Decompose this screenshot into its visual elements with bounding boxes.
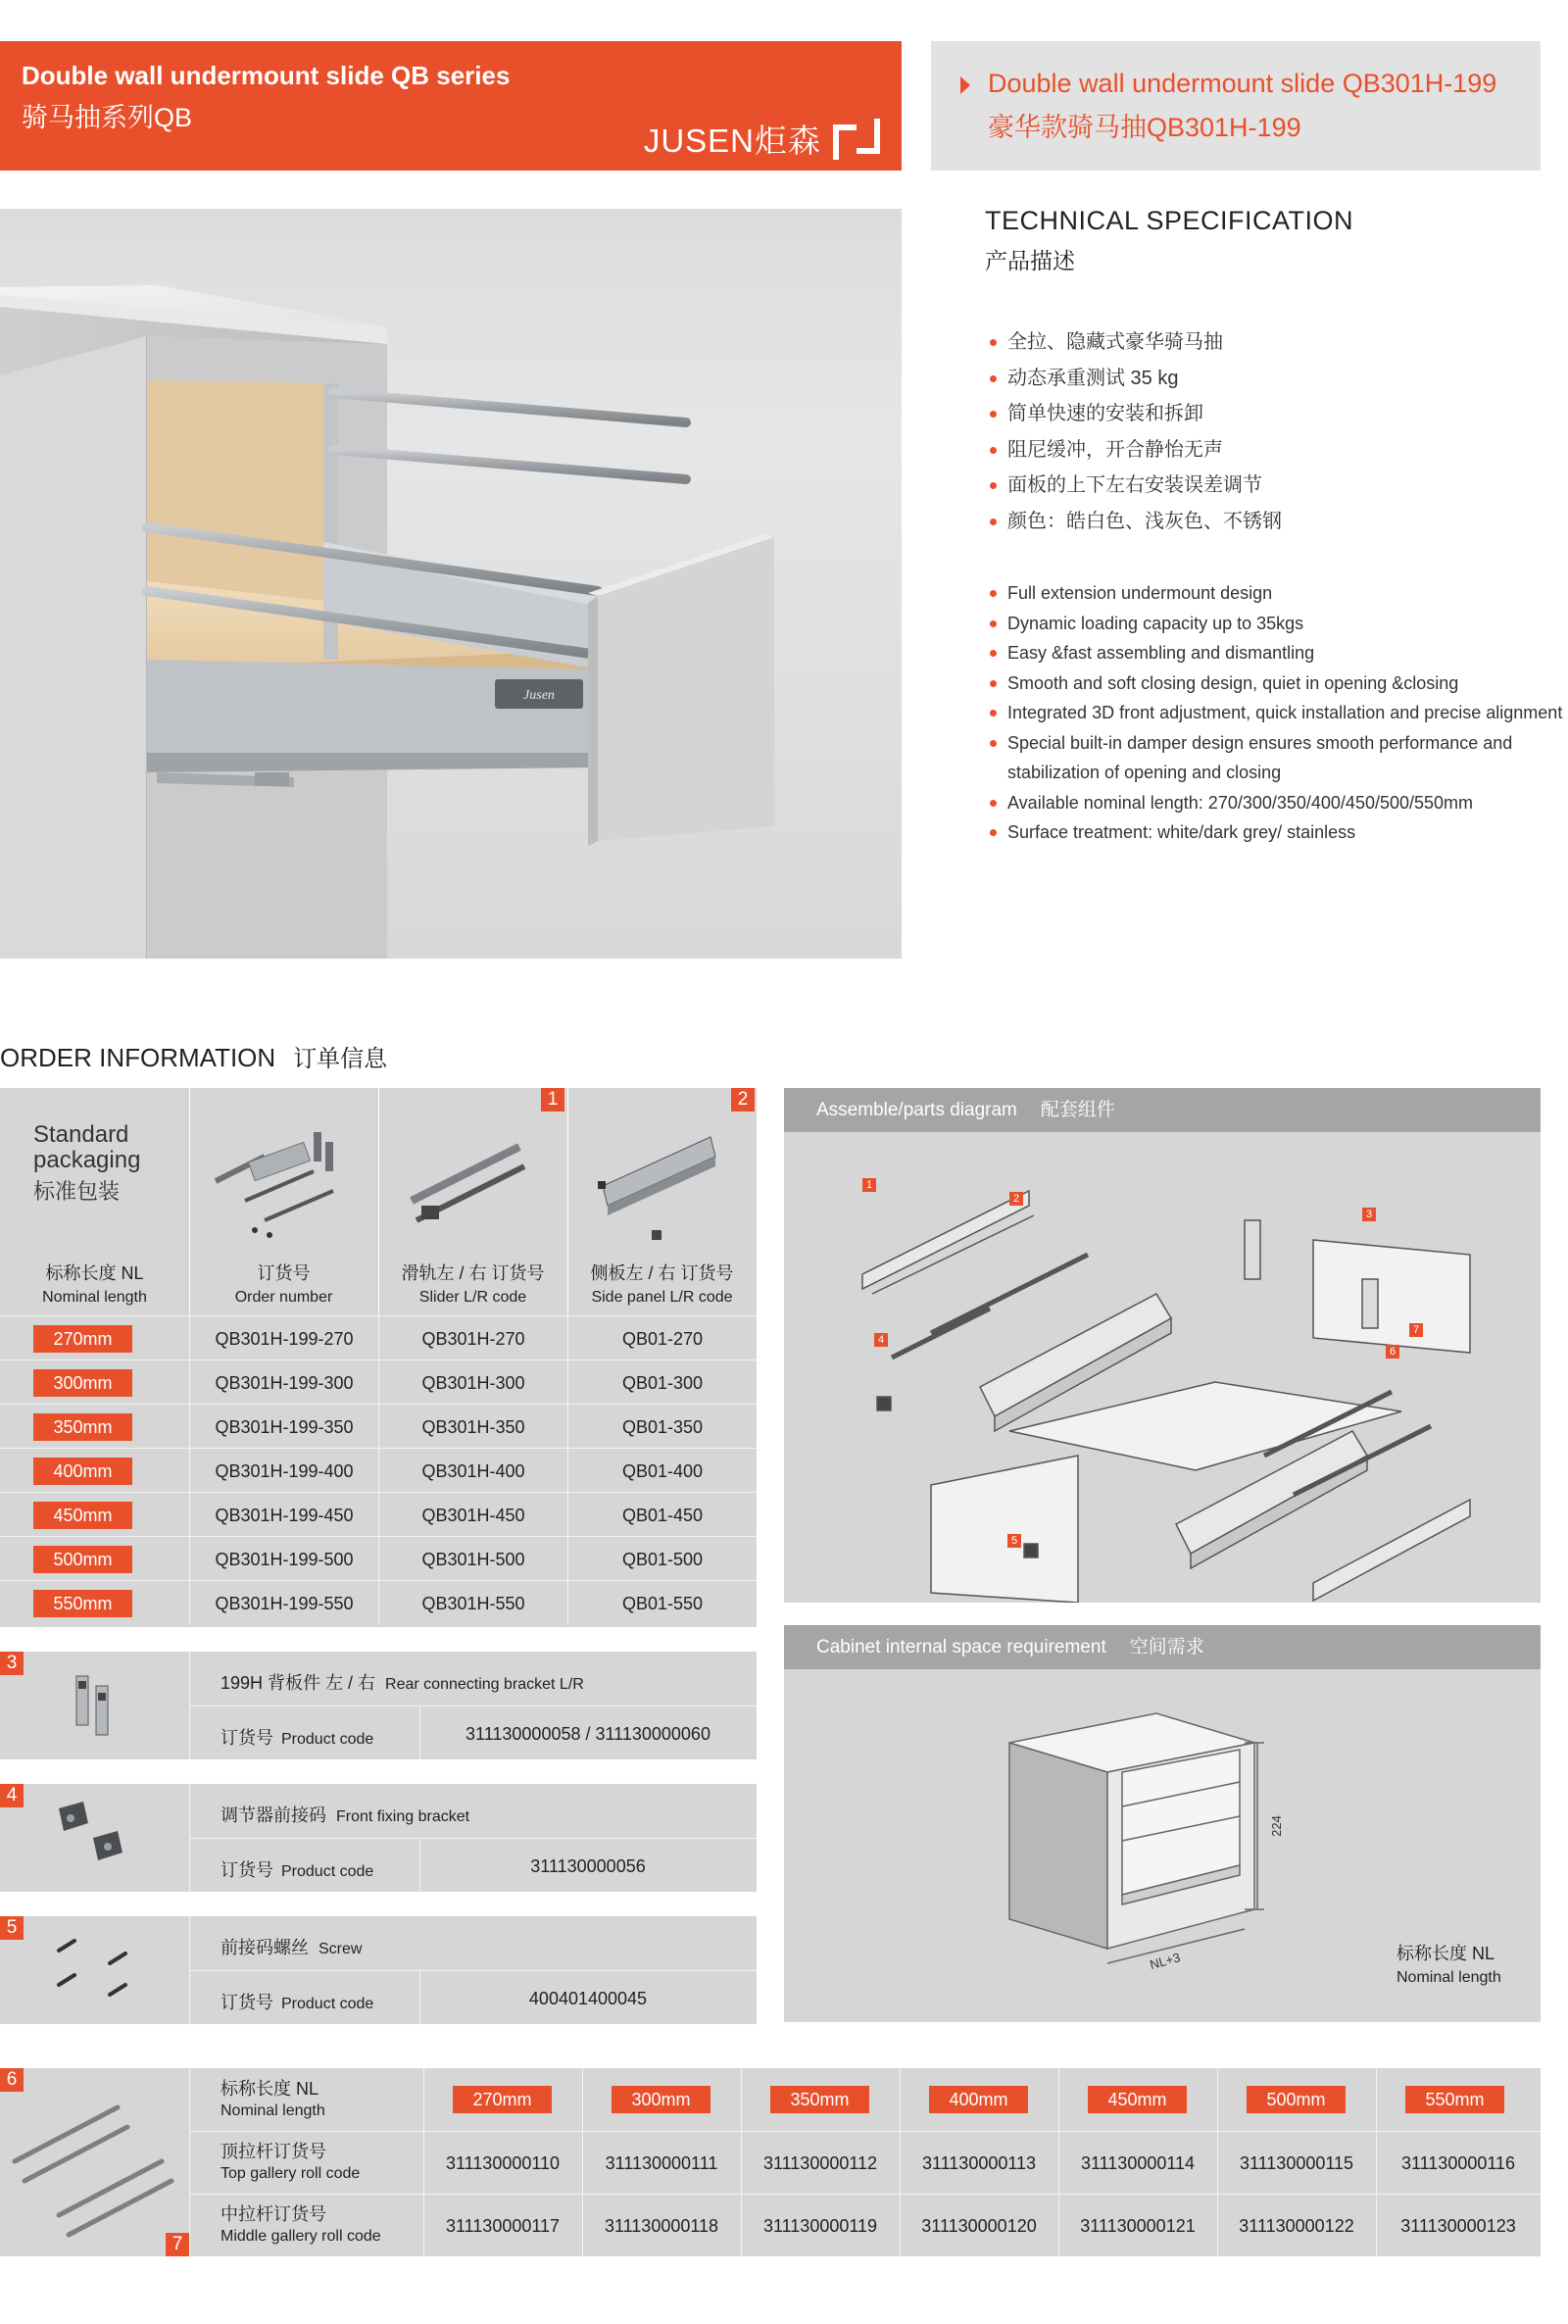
gallery-rail-icon <box>0 2068 189 2256</box>
accessory-rear-bracket <box>0 1652 757 1759</box>
spec-item-en: Integrated 3D front adjustment, quick installation and precise alignment <box>990 698 1562 728</box>
accessory-name <box>220 1934 362 1959</box>
code-label-cn: 订货号 <box>220 1993 273 2012</box>
middle-gallery-code: 311130000123 <box>1400 2216 1516 2236</box>
accessory-name-en: Screw <box>318 1941 363 1957</box>
accessory-name-cn: 前接码螺丝 <box>220 1938 309 1957</box>
table-row <box>0 1315 757 1360</box>
slider-code: QB301H-500 <box>421 1550 525 1569</box>
top-gallery-code: 311130000111 <box>605 2153 718 2173</box>
top-gallery-code: 311130000110 <box>445 2153 561 2173</box>
nominal-length-tag: 400mm <box>33 1458 132 1485</box>
cabinet-title-en: Cabinet internal space requirement <box>816 1637 1106 1657</box>
spec-item-en: Surface treatment: white/dark grey/ stainless <box>990 817 1562 848</box>
order-title-cn: 订单信息 <box>293 1046 388 1072</box>
part-number-tag: 5 <box>0 1916 24 1940</box>
parts-diagram-title <box>784 1088 1541 1132</box>
top-gallery-code: 311130000116 <box>1400 2153 1516 2173</box>
product-photo <box>0 209 902 959</box>
label-cn: 标称长度 NL <box>220 2079 319 2099</box>
header-en: Slider L/R code <box>418 1289 527 1306</box>
parts-diagram-panel <box>784 1088 1541 1603</box>
cabinet-title-cn: 空间需求 <box>1129 1637 1204 1657</box>
side-panel-code: QB01-350 <box>621 1417 704 1437</box>
slider-code: QB301H-400 <box>421 1461 525 1481</box>
header-order-number <box>189 1260 378 1307</box>
side-panel-code: QB01-450 <box>621 1506 704 1525</box>
part-label: 4 <box>874 1333 888 1347</box>
drawer-illustration <box>0 209 902 959</box>
label-cn: 中拉杆订货号 <box>220 2204 326 2224</box>
spec-item-en: Available nominal length: 270/300/350/400/450/500/550mm <box>990 788 1562 818</box>
order-number: QB301H-199-400 <box>215 1461 354 1481</box>
parts-title-cn: 配套组件 <box>1040 1100 1115 1120</box>
middle-gallery-code: 311130000118 <box>604 2216 719 2236</box>
part-label: 7 <box>1409 1323 1423 1337</box>
order-number: QB301H-199-550 <box>215 1594 354 1613</box>
table-row <box>0 1404 757 1448</box>
accessory-name <box>220 1802 469 1827</box>
header-cn: 标称长度 NL <box>45 1263 144 1283</box>
full-set-icon <box>216 1132 333 1238</box>
accessory-name-cn: 199H 背板件 左 / 右 <box>220 1673 376 1693</box>
side-panel-code: QB01-500 <box>621 1550 704 1569</box>
accessory-name-en: Front fixing bracket <box>336 1808 470 1825</box>
order-table <box>0 1088 757 1627</box>
slider-code: QB301H-270 <box>421 1329 525 1349</box>
spec-list-cn <box>990 328 1282 543</box>
table-row <box>0 1360 757 1404</box>
triangle-arrow-icon <box>960 76 970 94</box>
order-number: QB301H-199-500 <box>215 1550 354 1569</box>
nominal-length-tag: 400mm <box>929 2086 1028 2113</box>
part-label: 1 <box>862 1178 876 1192</box>
parts-title-en: Assemble/parts diagram <box>816 1100 1017 1120</box>
middle-gallery-code: 311130000117 <box>445 2216 561 2236</box>
header-en: Order number <box>234 1289 333 1306</box>
header-cn: 滑轨左 / 右 订货号 <box>401 1263 545 1283</box>
header-cn: 订货号 <box>257 1263 311 1283</box>
brand-name: JUSEN炬森 <box>643 123 821 159</box>
series-title-en: Double wall undermount slide QB series <box>22 61 511 90</box>
label-en: Middle gallery roll code <box>220 2227 381 2245</box>
product-code-value: 400401400045 <box>528 1989 648 2008</box>
part-label: 6 <box>1386 1345 1399 1359</box>
part-number-tag: 1 <box>541 1088 564 1112</box>
side-panel-code: QB01-270 <box>621 1329 704 1349</box>
front-bracket-icon <box>0 1784 189 1892</box>
nominal-length-tag: 270mm <box>453 2086 552 2113</box>
code-label-en: Product code <box>281 1996 374 2012</box>
table-row <box>0 1536 757 1580</box>
gallery-rail-table <box>0 2068 1541 2256</box>
spec-item-en: Dynamic loading capacity up to 35kgs <box>990 609 1562 639</box>
header-en: Side panel L/R code <box>591 1289 733 1306</box>
side-panel-code: QB01-550 <box>621 1594 704 1613</box>
order-number: QB301H-199-300 <box>215 1373 354 1393</box>
top-gallery-label <box>220 2143 360 2182</box>
spec-item-cn: 动态承重测试 35 kg <box>990 365 1282 401</box>
order-title-en: ORDER INFORMATION <box>0 1043 276 1072</box>
drawer-logo: Jusen <box>523 688 555 703</box>
nominal-length-tag: 350mm <box>770 2086 869 2113</box>
packaging-cn: 标准包装 <box>33 1178 121 1204</box>
accessory-name-en: Rear connecting bracket L/R <box>385 1676 584 1693</box>
cabinet-space-title <box>784 1625 1541 1669</box>
nominal-length-tag: 300mm <box>33 1369 132 1397</box>
nominal-length-cn: 标称长度 NL <box>1396 1944 1495 1963</box>
order-number: QB301H-199-270 <box>215 1329 354 1349</box>
nominal-length-en: Nominal length <box>1396 1969 1501 1986</box>
spec-title: TECHNICAL SPECIFICATION <box>985 206 1354 235</box>
nominal-length-tag: 300mm <box>612 2086 710 2113</box>
spec-item-en: Full extension undermount design <box>990 578 1562 609</box>
screw-icon <box>0 1916 189 2024</box>
side-panel-code: QB01-400 <box>621 1461 704 1481</box>
header-side-panel-code <box>567 1260 757 1307</box>
spec-item-cn: 全拉、隐藏式豪华骑马抽 <box>990 328 1282 365</box>
slider-code: QB301H-450 <box>421 1506 525 1525</box>
part-number-tag: 3 <box>0 1652 24 1675</box>
spec-item-cn: 简单快速的安装和拆卸 <box>990 400 1282 436</box>
top-gallery-code: 311130000115 <box>1239 2153 1354 2173</box>
header-cn: 侧板左 / 右 订货号 <box>590 1263 734 1283</box>
spec-item-en: Easy &fast assembling and dismantling <box>990 638 1562 668</box>
slider-code: QB301H-350 <box>421 1417 525 1437</box>
packaging-en-line2: packaging <box>33 1147 141 1174</box>
middle-gallery-code: 311130000122 <box>1239 2216 1354 2236</box>
product-code-label <box>220 1724 373 1750</box>
part-label: 2 <box>1009 1192 1023 1206</box>
rear-bracket-icon <box>0 1652 189 1759</box>
spec-item-cn: 阻尼缓冲，开合静怡无声 <box>990 436 1282 472</box>
order-number: QB301H-199-450 <box>215 1506 354 1525</box>
cabinet-space-panel <box>784 1625 1541 2022</box>
nominal-length-note <box>1396 1940 1501 1987</box>
code-label-en: Product code <box>281 1863 374 1880</box>
header-slider-code <box>378 1260 567 1307</box>
model-header <box>931 41 1541 171</box>
product-code-value: 311130000058 / 311130000060 <box>466 1724 710 1744</box>
depth-dimension: NL+3 <box>1148 1950 1182 1972</box>
part-number-tag: 4 <box>0 1784 24 1807</box>
product-code-label <box>220 1856 373 1882</box>
nominal-length-tag: 450mm <box>33 1502 132 1529</box>
top-gallery-code: 311130000114 <box>1080 2153 1196 2173</box>
side-panel-code: QB01-300 <box>621 1373 704 1393</box>
code-label-en: Product code <box>281 1731 374 1748</box>
nominal-length-label <box>220 2080 325 2119</box>
order-number: QB301H-199-350 <box>215 1417 354 1437</box>
part-number-tag: 2 <box>731 1088 755 1112</box>
middle-gallery-code: 311130000120 <box>921 2216 1037 2236</box>
series-title-cn: 骑马抽系列QB <box>22 103 193 132</box>
side-panel-icon <box>598 1137 715 1240</box>
brand-mark-icon <box>833 124 880 154</box>
series-header <box>0 41 902 171</box>
nominal-length-tag: 550mm <box>33 1590 132 1617</box>
model-title-en: Double wall undermount slide QB301H-199 <box>988 69 1497 98</box>
brand-logo <box>644 116 880 162</box>
slider-code: QB301H-550 <box>421 1594 525 1613</box>
table-row <box>0 1492 757 1536</box>
part-label: 5 <box>1007 1534 1021 1548</box>
product-code-label <box>220 1989 373 2014</box>
spec-item-en-continued: stabilization of opening and closing <box>1007 763 1282 782</box>
spec-list-en <box>990 578 1562 848</box>
spec-item-cn: 面板的上下左右安装误差调节 <box>990 471 1282 508</box>
part-number-tag: 7 <box>166 2233 189 2256</box>
nominal-length-tag: 500mm <box>33 1546 132 1573</box>
slider-icon <box>412 1147 524 1220</box>
accessory-screw <box>0 1916 757 2024</box>
product-code-value: 311130000056 <box>530 1856 646 1876</box>
middle-gallery-code: 311130000119 <box>762 2216 878 2236</box>
label-en: Nominal length <box>220 2101 325 2119</box>
spec-item-en: Special built-in damper design ensures smooth performance and <box>990 728 1562 759</box>
code-label-cn: 订货号 <box>220 1728 273 1748</box>
packaging-en-line1: Standard <box>33 1121 129 1148</box>
model-title-cn: 豪华款骑马抽QB301H-199 <box>988 113 1301 142</box>
header-nominal-length <box>0 1260 189 1307</box>
middle-gallery-code: 311130000121 <box>1080 2216 1196 2236</box>
header-en: Nominal length <box>42 1289 147 1306</box>
part-number-tag: 6 <box>0 2068 24 2092</box>
middle-gallery-label <box>220 2205 381 2245</box>
table-row <box>0 1580 757 1624</box>
spec-subtitle: 产品描述 <box>985 248 1075 273</box>
order-title <box>0 1039 387 1073</box>
code-label-cn: 订货号 <box>220 1860 273 1880</box>
exploded-parts-diagram <box>784 1132 1541 1603</box>
part-label: 3 <box>1362 1208 1376 1221</box>
spec-item-en: Smooth and soft closing design, quiet in opening &closing <box>990 668 1562 699</box>
nominal-length-tag: 550mm <box>1405 2086 1504 2113</box>
nominal-length-tag: 270mm <box>33 1325 132 1353</box>
table-row <box>0 1448 757 1492</box>
accessory-name <box>220 1669 584 1695</box>
spec-item-cn: 颜色：皓白色、浅灰色、不锈钢 <box>990 508 1282 544</box>
slider-code: QB301H-300 <box>421 1373 525 1393</box>
top-gallery-code: 311130000113 <box>921 2153 1037 2173</box>
accessory-name-cn: 调节器前接码 <box>220 1805 326 1825</box>
height-dimension: 224 <box>1269 1815 1284 1837</box>
nominal-length-tag: 350mm <box>33 1413 132 1441</box>
nominal-length-tag: 450mm <box>1088 2086 1187 2113</box>
top-gallery-code: 311130000112 <box>762 2153 878 2173</box>
label-cn: 顶拉杆订货号 <box>220 2142 326 2161</box>
accessory-front-bracket <box>0 1784 757 1892</box>
nominal-length-tag: 500mm <box>1247 2086 1346 2113</box>
label-en: Top gallery roll code <box>220 2164 361 2182</box>
